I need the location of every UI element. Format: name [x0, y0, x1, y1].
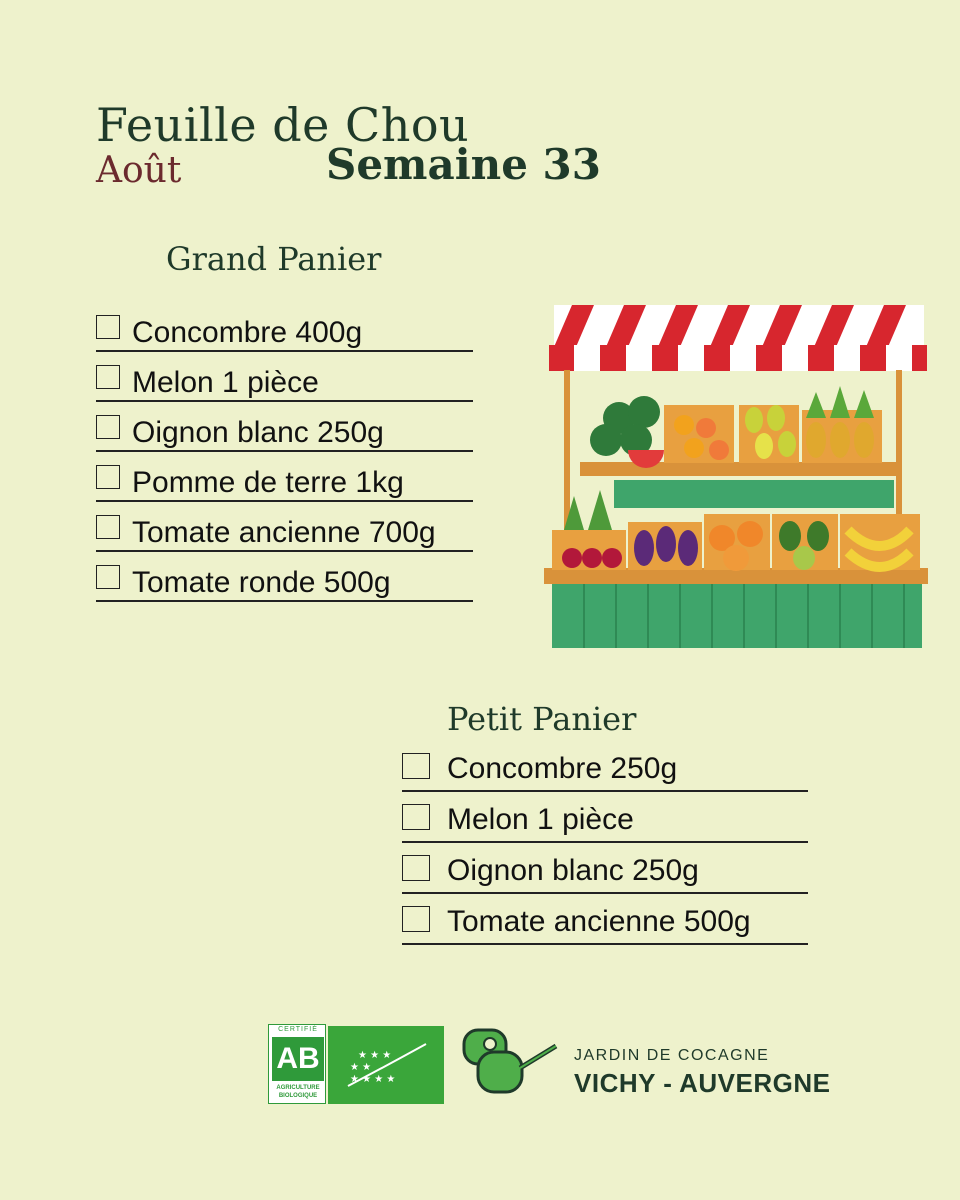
checkbox[interactable]	[96, 315, 120, 339]
item-label: Oignon blanc 250g	[132, 416, 384, 449]
checkbox[interactable]	[96, 415, 120, 439]
week-label: Semaine 33	[326, 140, 601, 189]
divider	[96, 500, 473, 502]
eu-leaf-stars-icon	[328, 1026, 444, 1104]
list-item	[96, 412, 516, 462]
list-item	[96, 312, 516, 362]
list-item	[96, 562, 516, 612]
petit-panier-list	[402, 750, 822, 954]
checkbox[interactable]	[402, 855, 430, 881]
ab-caption-1: AGRICULTURE	[276, 1085, 320, 1091]
checkbox[interactable]	[96, 565, 120, 589]
page-title: Feuille de Chou	[96, 98, 470, 152]
checkbox[interactable]	[96, 515, 120, 539]
market-stall-illustration	[544, 300, 930, 652]
item-label: Melon 1 pièce	[132, 366, 319, 399]
divider	[402, 943, 808, 945]
item-label: Tomate ronde 500g	[132, 566, 391, 599]
divider	[402, 841, 808, 843]
list-item	[96, 462, 516, 512]
checkbox[interactable]	[402, 906, 430, 932]
item-label: Concombre 400g	[132, 316, 363, 349]
item-label: Concombre 250g	[447, 752, 678, 785]
awning	[549, 305, 927, 371]
list-item	[96, 362, 516, 412]
item-label: Tomate ancienne 700g	[132, 516, 436, 549]
checkbox[interactable]	[96, 465, 120, 489]
list-item	[96, 512, 516, 562]
divider	[402, 790, 808, 792]
divider	[96, 600, 473, 602]
item-label: Tomate ancienne 500g	[447, 905, 751, 938]
svg-text:★ ★: ★ ★	[350, 1062, 372, 1073]
ab-certifie-text: CERTIFIÉ	[278, 1026, 318, 1033]
item-label: Melon 1 pièce	[447, 803, 634, 836]
list-item	[402, 801, 822, 852]
divider	[96, 350, 473, 352]
ab-caption-2: BIOLOGIQUE	[278, 1093, 318, 1099]
checkbox[interactable]	[402, 804, 430, 830]
divider	[96, 550, 473, 552]
petit-panier-heading: Petit Panier	[447, 700, 637, 738]
grand-panier-list	[96, 312, 516, 612]
org-subtitle: JARDIN DE COCAGNE	[574, 1047, 770, 1064]
list-item	[402, 750, 822, 801]
checkbox[interactable]	[402, 753, 430, 779]
grand-panier-heading: Grand Panier	[166, 240, 382, 278]
month-label: Août	[96, 150, 182, 191]
divider	[402, 892, 808, 894]
checkbox[interactable]	[96, 365, 120, 389]
ab-logo	[268, 1024, 326, 1104]
watering-can-icon	[460, 1024, 562, 1096]
eu-organic-logo	[328, 1026, 444, 1104]
list-item	[402, 903, 822, 954]
item-label: Pomme de terre 1kg	[132, 466, 404, 499]
ab-letters: AB	[272, 1037, 324, 1081]
item-label: Oignon blanc 250g	[447, 854, 699, 887]
svg-text:★ ★ ★: ★ ★ ★	[358, 1050, 392, 1061]
divider	[96, 450, 473, 452]
divider	[96, 400, 473, 402]
svg-text:★ ★ ★ ★: ★ ★ ★ ★	[350, 1074, 396, 1085]
list-item	[402, 852, 822, 903]
org-name: VICHY - AUVERGNE	[574, 1068, 831, 1098]
